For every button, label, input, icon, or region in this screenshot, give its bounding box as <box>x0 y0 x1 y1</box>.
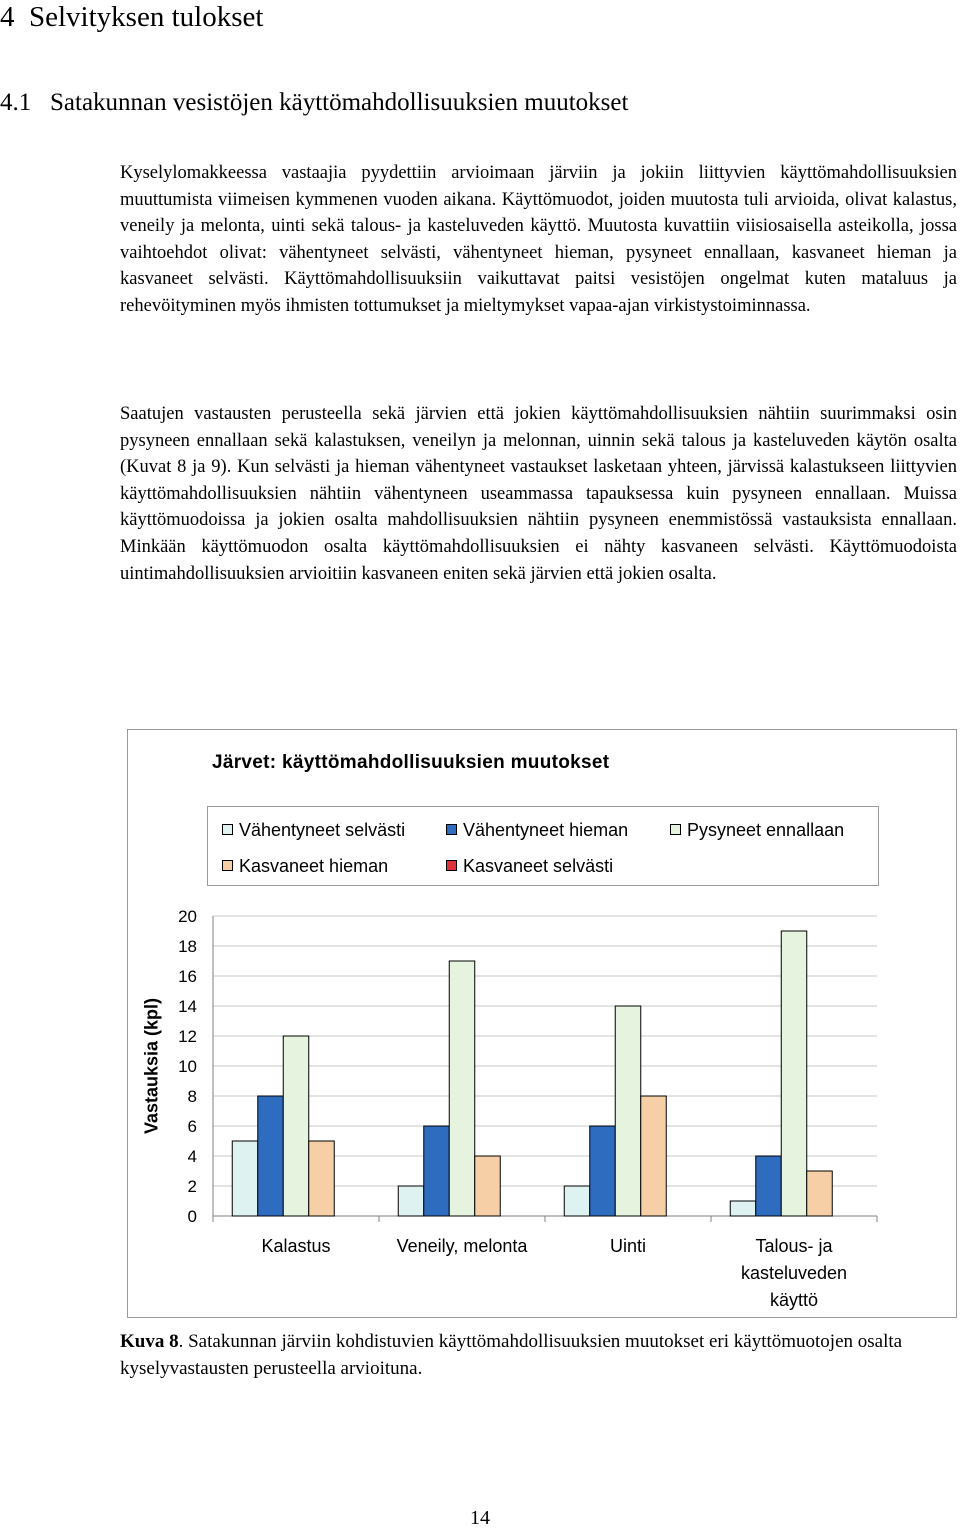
bar <box>730 1201 756 1216</box>
figure-caption <box>120 1328 957 1382</box>
bar <box>641 1096 667 1216</box>
x-tick-label: Uinti <box>609 1236 647 1256</box>
x-tick-label: Veneily, melonta <box>396 1236 528 1256</box>
y-tick-label: 4 <box>187 1147 197 1166</box>
bar <box>590 1126 616 1216</box>
caption-label: Kuva 8 <box>120 1331 179 1352</box>
paragraph-results: Saatujen vastausten perusteella sekä järvien että jokien käyttömahdollisuuksien nähtiin suurimmaksi osin pysyneen ennallaan sekä kalastuksen, veneilyn ja melonnan, uinnin sekä talous ja kasteluveden käytön osalta (Kuvat 8 ja 9). Kun selvästi ja hieman vähentyneet vastaukset lasketaan yhteen, järvissä kalastukseen liittyvien käyttömahdollisuuksien nähtiin vähentyneen useammassa tapauksessa kuin pysyneen ennallaan. Muissa käyttömuodoissa ja jokien osalta mahdollisuuksien nähtiin pysyneen enemmistössä vastauksista ennallaan. Minkään käyttömuodon osalta käyttömahdollisuuksien ei nähty kasvaneen selvästi. Käyttömuodoista uintimahdollisuuksien arvioitiin kasvaneen eniten sekä järvien että jokien osalta. <box>120 404 957 584</box>
bar <box>309 1141 335 1216</box>
bar <box>449 961 475 1216</box>
bar <box>232 1141 258 1216</box>
y-axis-title: Vastauksia (kpl) <box>141 997 162 1135</box>
subsection-number: 4.1 <box>0 89 32 116</box>
x-tick-label: Kalastus <box>261 1236 331 1256</box>
section-number: 4 <box>0 1 15 33</box>
bar <box>283 1036 309 1216</box>
page-number: 14 <box>470 1507 490 1529</box>
y-tick-label: 0 <box>187 1207 197 1226</box>
legend-label: Kasvaneet hieman <box>239 856 389 876</box>
bar <box>756 1156 782 1216</box>
x-tick-label: Talous- ja <box>755 1236 833 1256</box>
legend-label: Vähentyneet selvästi <box>239 820 406 840</box>
y-tick-label: 6 <box>187 1117 197 1136</box>
subsection-title: Satakunnan vesistöjen käyttömahdollisuuksien muutokset <box>50 89 629 116</box>
x-tick-label: käyttö <box>769 1290 819 1310</box>
legend-label: Kasvaneet selvästi <box>463 856 614 876</box>
y-tick-label: 18 <box>178 937 197 956</box>
section-title: Selvityksen tulokset <box>29 1 264 33</box>
y-tick-label: 20 <box>178 907 197 926</box>
legend-label: Vähentyneet hieman <box>463 820 629 840</box>
legend-label: Pysyneet ennallaan <box>687 820 845 840</box>
bar <box>424 1126 450 1216</box>
bar <box>398 1186 424 1216</box>
y-tick-label: 2 <box>187 1177 197 1196</box>
bar <box>258 1096 284 1216</box>
bar <box>564 1186 590 1216</box>
y-tick-label: 10 <box>178 1057 197 1076</box>
chart-title: Järvet: käyttömahdollisuuksien muutokset <box>212 752 610 773</box>
caption-text: . Satakunnan järviin kohdistuvien käyttömahdollisuuksien muutokset eri käyttömuotojen osalta kyselyvastausten perusteella arvioituna. <box>120 1331 903 1379</box>
paragraph-intro: Kyselylomakkeessa vastaajia pyydettiin arvioimaan järviin ja jokiin liittyvien käyttömahdollisuuksien muuttumista viimeisen kymmenen vuoden aikana. Käyttömuodot, joiden muutosta tuli arvioida, olivat kalastus, veneily ja melonta, uinti sekä talous- ja kasteluveden käyttö. Muutosta kuvattiin viisiosaisella asteikolla, jossa vaihtoehdot olivat: vähentyneet selvästi, vähentyneet hieman, pysyneet ennallaan, kasvaneet hieman ja kasvaneet selvästi. Käyttömahdollisuuksiin vaikuttavat paitsi vesistöjen ongelmat kuten mataluus ja rehevöityminen myös ihmisten tottumukset ja mieltymykset vapaa-ajan virkistystoiminnassa. <box>120 163 957 316</box>
x-tick-label: kasteluveden <box>740 1263 848 1283</box>
y-tick-label: 16 <box>178 967 197 986</box>
bar <box>807 1171 833 1216</box>
bar <box>615 1006 641 1216</box>
bar <box>781 931 807 1216</box>
y-tick-label: 8 <box>187 1087 197 1106</box>
bar <box>475 1156 501 1216</box>
y-tick-label: 12 <box>178 1027 197 1046</box>
y-tick-label: 14 <box>178 997 197 1016</box>
